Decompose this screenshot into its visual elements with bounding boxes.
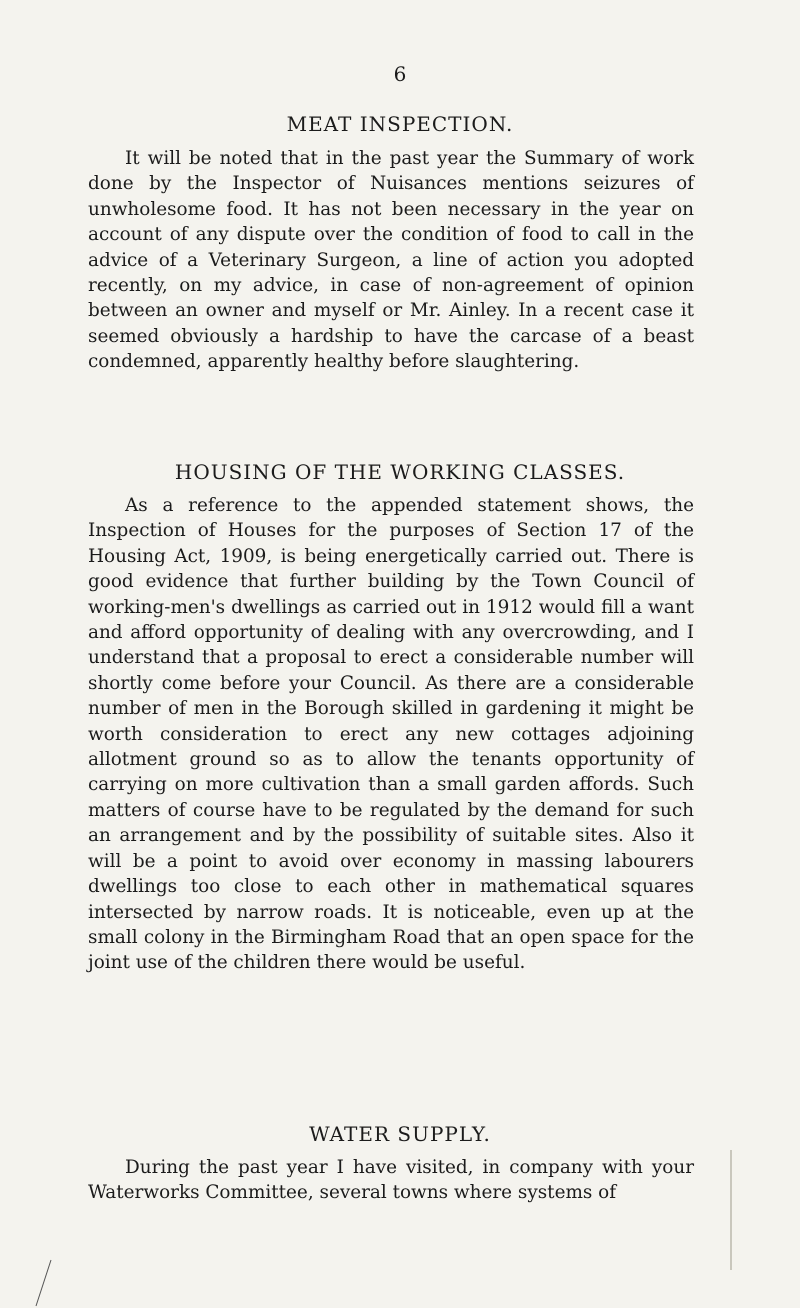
paragraph-housing: As a reference to the appended statement shows, the Inspection of Houses for the purposes of Section 17 of the Housing Act, 1909, is being energetically carried out. There is good evidence that further building by the Town Council of working-men's dwellings as carried out in 1912 would fill a want and afford opportunity of dealing with any overcrowding, and I understand that a proposal to erect a considerable number will shortly come before your Council. As there are a considerable number of men in the Borough skilled in gardening it might be worth consideration to erect any new cottages adjoining allotment ground so as to allow the tenants opportunity of carrying on more cultivation than a small garden affords. Such matters of course have to be regulated by the demand for such an arrangement and by the possibility of suitable sites. Also it will be a point to avoid over economy in massing labourers dwellings too close to each other in mathematical squares intersected by narrow roads. It is noticeable, even up at the small colony in the Birmingham Road that an open space for the joint use of the children there would be useful. xyxy=(88,495,694,974)
heading-meat-inspection: MEAT INSPECTION. xyxy=(286,112,514,136)
paragraph-meat-inspection: It will be noted that in the past year the Summary of work done by the Inspector of Nuisances mentions seizures of unwholesome food. It has not been necessary in the year on account of any dispute over the condition of food to call in the advice of a Veterinary Surgeon, a line of action you adopted recently, on my advice, in case of non-agreement of opinion between an owner and myself or Mr. Ainley. In a recent case it seemed obviously a hardship to have the carcase of a beast condemned, apparently healthy before slaughtering. xyxy=(88,148,694,373)
page-number: 6 xyxy=(393,62,407,86)
pencil-stroke-mark xyxy=(33,1258,53,1308)
paragraph-water-supply: During the past year I have visited, in company with your Waterworks Committee, several towns where systems of xyxy=(88,1157,694,1204)
page-edge-mark xyxy=(725,1150,737,1270)
heading-housing: HOUSING OF THE WORKING CLASSES. xyxy=(174,460,626,484)
heading-water-supply: WATER SUPPLY. xyxy=(309,1122,491,1146)
